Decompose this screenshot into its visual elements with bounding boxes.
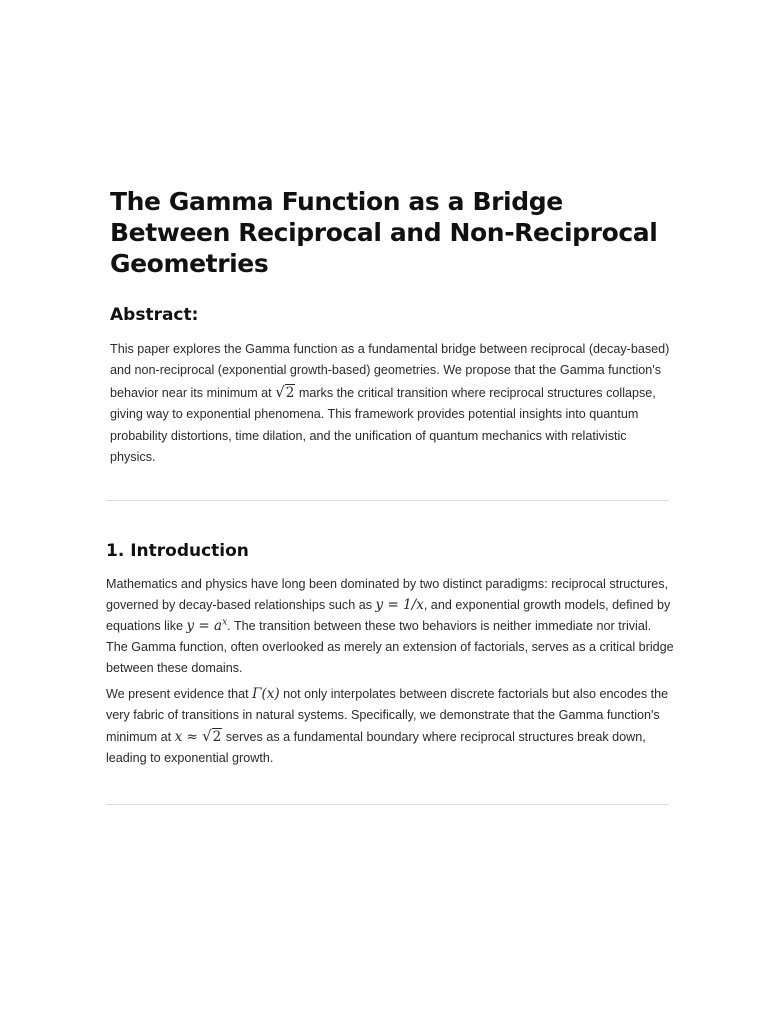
introduction-heading: 1. Introduction <box>106 541 249 561</box>
equation-exponential-exponent: x <box>222 617 228 628</box>
intro-p2-text-3: serves as a fundamental boundary where reciprocal structures break down, leading to exponential growth. <box>106 730 646 765</box>
section-divider <box>106 500 669 501</box>
sqrt-radicand: 2 <box>212 729 222 745</box>
intro-p1-text-2: , and exponential growth models, defined by equations like <box>106 598 671 633</box>
equation-exponential-base: y = a <box>186 618 223 634</box>
intro-p2-text-1: We present evidence that <box>106 687 253 701</box>
introduction-paragraph-1 <box>106 574 676 679</box>
intro-p1-text-3: . The transition between these two behaviors is neither immediate nor trivial. The Gamma function, often overlooked as merely an extension of factorials, serves as a critical bridge between these domains. <box>106 619 674 675</box>
abstract-text-part-2: marks the critical transition where reciprocal structures collapse, giving way to exponential phenomena. This framework provides potential insights into quantum probability distortions, time dilation, and the unification of quantum mechanics with relativistic physics. <box>110 385 656 465</box>
introduction-paragraph-2 <box>106 684 676 769</box>
abstract-text-part-1: This paper explores the Gamma function as a fundamental bridge between reciprocal (decay-based) and non-reciprocal (exponential growth-based) geometries. We propose that the Gamma function's behavior near its minimum at <box>110 342 670 400</box>
sqrt-radicand: 2 <box>285 384 295 401</box>
equation-exponential <box>187 618 228 634</box>
abstract-heading: Abstract: <box>110 305 199 325</box>
paper-title: The Gamma Function as a Bridge Between Reciprocal and Non-Reciprocal Geometries <box>110 187 658 278</box>
equation-reciprocal: y = 1/x <box>375 597 424 613</box>
abstract-text <box>110 339 675 468</box>
equation-approx: x ≈ <box>174 729 203 745</box>
intro-p1-text-1: Mathematics and physics have long been dominated by two distinct paradigms: reciprocal structures, governed by decay-based relationships such as <box>106 577 669 612</box>
equation-gamma: Γ(x) <box>252 686 280 702</box>
intro-p2-text-2: not only interpolates between discrete factorials but also encodes the very fabric of transitions in natural systems. Specifically, we demonstrate that the Gamma function's minimum at <box>106 687 669 744</box>
section-divider <box>106 804 669 805</box>
sqrt-symbol: √2 <box>202 727 222 745</box>
sqrt-symbol: √2 <box>275 382 295 401</box>
